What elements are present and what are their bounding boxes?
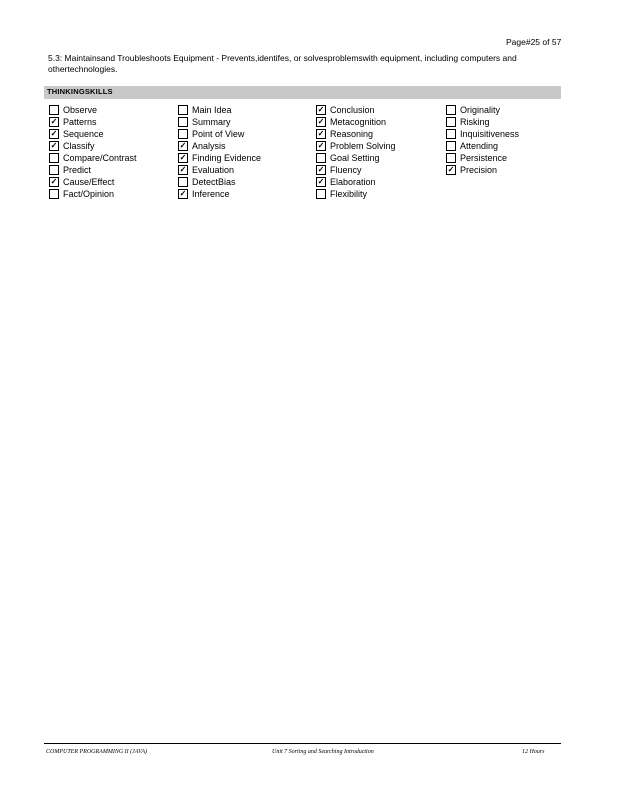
skill-item (49, 104, 137, 116)
skill-item (49, 188, 137, 200)
skill-item (316, 128, 396, 140)
unchecked-box-icon[interactable] (49, 153, 59, 163)
unchecked-box-icon[interactable] (49, 105, 59, 115)
skill-label: Fluency (330, 165, 362, 175)
skill-label: Inference (192, 189, 230, 199)
skill-label: Predict (63, 165, 92, 175)
skill-item (178, 140, 261, 152)
unchecked-box-icon[interactable] (178, 117, 188, 127)
skill-item (316, 140, 396, 152)
page-number: Page#25 of 57 (506, 37, 562, 47)
skills-column-2 (178, 104, 261, 200)
skill-item (316, 164, 396, 176)
skill-label: Finding Evidence (192, 153, 262, 163)
skill-label: Persistence (460, 153, 508, 163)
unchecked-box-icon[interactable] (446, 105, 456, 115)
checked-box-icon[interactable] (178, 153, 188, 163)
skill-item (316, 104, 396, 116)
footer-unit: Unit 7 Sorting and Searching Introduction (272, 749, 374, 755)
skill-label: Sequence (63, 129, 104, 139)
skill-item (316, 152, 396, 164)
checked-box-icon[interactable] (316, 105, 326, 115)
skill-label: Compare/Contrast (63, 153, 137, 163)
skill-label: Inquisitiveness (460, 129, 520, 139)
skill-label: Main Idea (192, 105, 232, 115)
skills-column-3 (316, 104, 396, 200)
section-header-bar (44, 86, 561, 99)
skill-label: Patterns (63, 117, 97, 127)
skill-label: Evaluation (192, 165, 235, 175)
skill-item (316, 116, 396, 128)
skill-label: Precision (460, 165, 498, 175)
checked-box-icon[interactable] (49, 117, 59, 127)
skill-item (446, 140, 519, 152)
checked-box-icon[interactable] (316, 129, 326, 139)
skill-label: Analysis (192, 141, 226, 151)
skill-item (446, 128, 519, 140)
skill-label: Point of View (192, 129, 245, 139)
skill-item (178, 152, 261, 164)
skill-item (178, 164, 261, 176)
unchecked-box-icon[interactable] (446, 129, 456, 139)
skill-item (49, 152, 137, 164)
checked-box-icon[interactable] (49, 177, 59, 187)
skill-item (49, 164, 137, 176)
skill-label: Classify (63, 141, 95, 151)
skill-label: Originality (460, 105, 501, 115)
unchecked-box-icon[interactable] (446, 153, 456, 163)
skill-label: Problem Solving (330, 141, 396, 151)
checked-box-icon[interactable] (316, 117, 326, 127)
skill-label: Attending (460, 141, 499, 151)
skill-label: Elaboration (330, 177, 376, 187)
checked-box-icon[interactable] (178, 141, 188, 151)
footer-divider (44, 743, 561, 744)
skill-label: Reasoning (330, 129, 374, 139)
checked-box-icon[interactable] (316, 141, 326, 151)
unchecked-box-icon[interactable] (178, 177, 188, 187)
skills-column-4 (446, 104, 519, 176)
checked-box-icon[interactable] (49, 141, 59, 151)
skill-item (178, 176, 261, 188)
skill-item (49, 128, 137, 140)
skill-item (446, 152, 519, 164)
footer-course: COMPUTER PROGRAMMING II (JAVA) (46, 749, 148, 755)
checked-box-icon[interactable] (316, 165, 326, 175)
skill-label: Flexibility (330, 189, 368, 199)
skills-column-1 (49, 104, 137, 200)
skill-label: Goal Setting (330, 153, 380, 163)
checked-box-icon[interactable] (178, 189, 188, 199)
skill-label: Fact/Opinion (63, 189, 115, 199)
skill-item (446, 164, 519, 176)
checked-box-icon[interactable] (49, 129, 59, 139)
checked-box-icon[interactable] (178, 165, 188, 175)
unchecked-box-icon[interactable] (446, 117, 456, 127)
skill-label: Risking (460, 117, 490, 127)
skill-item (446, 104, 519, 116)
unchecked-box-icon[interactable] (49, 165, 59, 175)
objective-text: 5.3: Maintainsand Troubleshoots Equipment - Prevents,identifes, or solvesproblemswith equipment, including computers and othertechnologies. (48, 53, 517, 74)
skill-item (49, 176, 137, 188)
skill-label: Cause/Effect (63, 177, 115, 187)
footer-hours: 12 Hours (522, 749, 545, 755)
unchecked-box-icon[interactable] (178, 105, 188, 115)
unchecked-box-icon[interactable] (446, 141, 456, 151)
skill-item (178, 188, 261, 200)
checked-box-icon[interactable] (446, 165, 456, 175)
skill-item (178, 128, 261, 140)
section-title: THINKINGSKILLS (47, 87, 113, 96)
unchecked-box-icon[interactable] (316, 189, 326, 199)
skill-label: Summary (192, 117, 231, 127)
skill-item (446, 116, 519, 128)
skill-label: Metacognition (330, 117, 387, 127)
skill-item (316, 176, 396, 188)
skill-label: DetectBias (192, 177, 236, 187)
skill-item (178, 104, 261, 116)
skill-label: Observe (63, 105, 98, 115)
skill-item (316, 188, 396, 200)
skill-item (49, 116, 137, 128)
skill-item (178, 116, 261, 128)
skill-label: Conclusion (330, 105, 375, 115)
unchecked-box-icon[interactable] (316, 153, 326, 163)
skill-item (49, 140, 137, 152)
unchecked-box-icon[interactable] (49, 189, 59, 199)
checked-box-icon[interactable] (316, 177, 326, 187)
unchecked-box-icon[interactable] (178, 129, 188, 139)
